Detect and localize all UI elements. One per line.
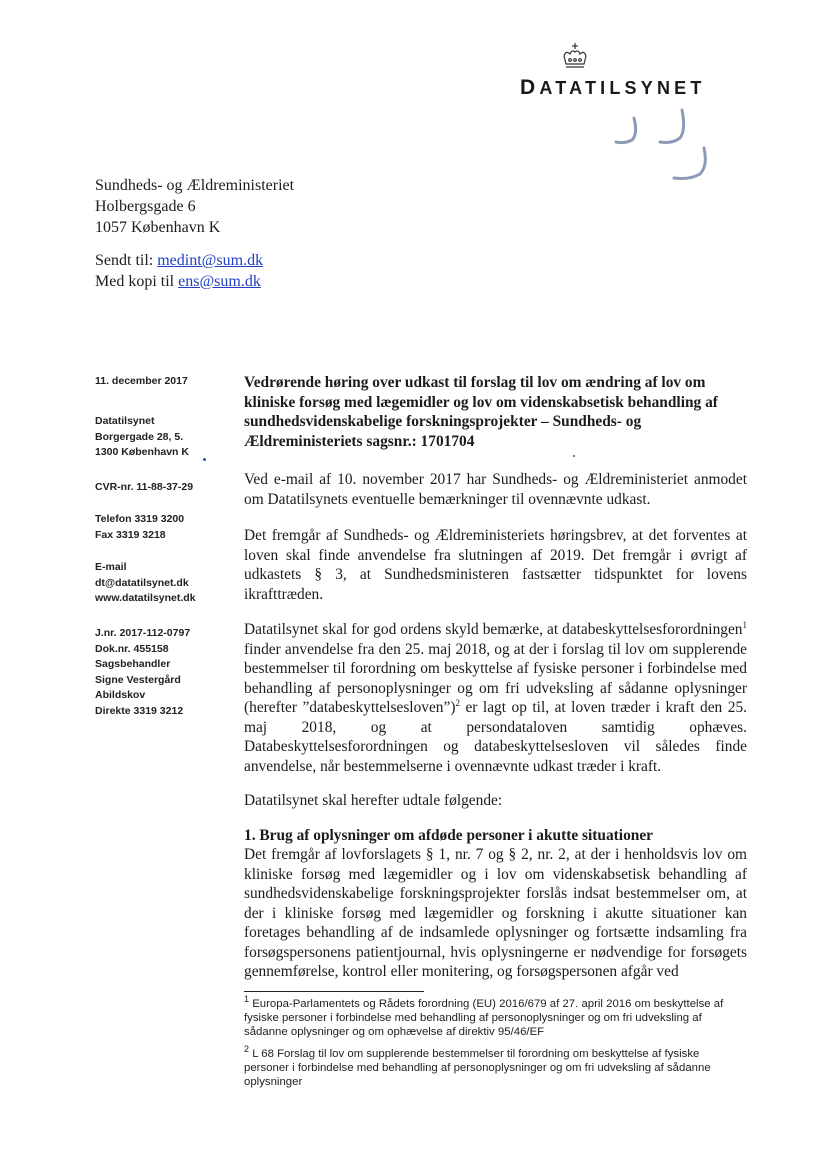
email-link-ens[interactable]: ens@sum.dk bbox=[178, 273, 261, 290]
reference-block: J.nr. 2017-112-0797 Dok.nr. 455158 Sagsbehandler Signe Vestergård Abildskov Direkte 3319 3212 bbox=[95, 627, 191, 717]
stray-mark bbox=[203, 458, 206, 461]
footnote-ref-2: 2 bbox=[455, 697, 460, 708]
footnote-1: $^1$ Europa-Parlamentets og Rådets forordning (EU) 2016/679 af 27. april 2016 om beskyttelse af fysiske personer i forbindelse med behandling af personoplysninger og om fri udveksling af sådanne oplysninger og om ophævelse af direktiv 95/46/EF bbox=[244, 994, 724, 1038]
cvr-number: CVR-nr. 11-88-37-29 bbox=[95, 481, 194, 493]
recipient-street: Holbergsgade 6 bbox=[95, 198, 196, 215]
paragraph-1: Ved e-mail af 10. november 2017 har Sundheds- og Ældreministeriet anmodet om Datatilsynets eventuelle bemærkninger til ovennævnte udkast. bbox=[244, 471, 747, 508]
letter-subject: Vedrørende høring over udkast til forslag til lov om ændring af lov om kliniske forsøg med lægemidler og lov om videnskabsetisk behandling af sundhedsvidenskabelige forskningsprojekter – Sundheds- og Ældreministeriets sagsnr.: 1701704 bbox=[244, 374, 718, 450]
phone-block: Telefon 3319 3200 Fax 3319 3218 bbox=[95, 513, 185, 541]
paragraph-2: Det fremgår af Sundheds- og Ældreministeriets høringsbrev, at det forventes at loven skal finde anvendelse fra slutningen af 2019. Det fremgår i øvrigt af udkastets § 3, at Sundhedsministeren fastsætter tidspunktet for lovens ikrafttræden. bbox=[244, 527, 747, 603]
recipient-city: 1057 København K bbox=[95, 219, 221, 236]
footnote-2: $^2$ L 68 Forslag til lov om supplerende bestemmelser til forordning om beskyttelse af fysiske personer i forbindelse med behandling af personoplysninger og om fri udveksling af sådanne oplysninger bbox=[244, 1044, 711, 1088]
datatilsynet-logo-text: DATATILSYNET bbox=[520, 76, 706, 99]
recipient-address bbox=[95, 175, 294, 238]
email-link-medint[interactable]: medint@sum.dk bbox=[157, 252, 264, 269]
handwritten-initials-signature bbox=[612, 104, 722, 190]
paragraph-5: Det fremgår af lovforslagets § 1, nr. 7 og § 2, nr. 2, at der i henholdsvis lov om kliniske forsøg med lægemidler og i lov om videnskabsetisk behandling af sundhedsvidenskabelige forskningsprojekter forslås indsat bestemmelser om, at der i kliniske forsøg med lægemidler og forskning i akutte situationer kan foretages behandling af de indsamlede oplysninger og fortsætte indsamling fra forsøgspersonens patientjournal, hvis oplysningerne er nødvendige for forsøgets gennemførelse, kontrol eller monitering, og forsøgspersonen afgår ved bbox=[244, 846, 747, 980]
footnote-ref-1: 1 bbox=[742, 619, 747, 630]
sender-address: Datatilsynet Borgergade 28, 5. 1300 København K bbox=[95, 415, 189, 458]
recipient-name: Sundheds- og Ældreministeriet bbox=[95, 177, 295, 194]
footnote-divider bbox=[244, 991, 424, 992]
crown-logo-icon bbox=[558, 42, 592, 72]
contact-block: E-mail dt@datatilsynet.dk www.datatilsynet.dk bbox=[95, 561, 196, 604]
paragraph-3: Datatilsynet skal for god ordens skyld bemærke, at databeskyttelsesforordningen$^1$ finder anvendelse fra den 25. maj 2018, og at der i forslag til lov om supplerende bestemmelser til forordning om beskyttelse af fysiske personer i forbindelse med behandling af personoplysninger og om fri udveksling af sådanne oplysninger (herefter ”databeskyttelsesloven”)$^2$ er lagt op til, at loven træder i kraft den 25. maj 2018, og at persondataloven samtidig ophæves. Databeskyttelsesforordningen og databeskyttelsesloven vil således finde anvendelse, når bestemmelserne i ovennævnte udkast træder i kraft. bbox=[244, 619, 747, 775]
section-1-title: 1. Brug af oplysninger om afdøde personer i akutte situationer bbox=[244, 827, 654, 844]
sent-to-block: Sendt til: medint@sum.dk Med kopi til ens@sum.dk bbox=[95, 252, 264, 290]
stray-mark bbox=[573, 455, 575, 457]
letter-date: 11. december 2017 bbox=[95, 375, 188, 387]
paragraph-4: Datatilsynet skal herefter udtale følgende: bbox=[244, 792, 503, 809]
